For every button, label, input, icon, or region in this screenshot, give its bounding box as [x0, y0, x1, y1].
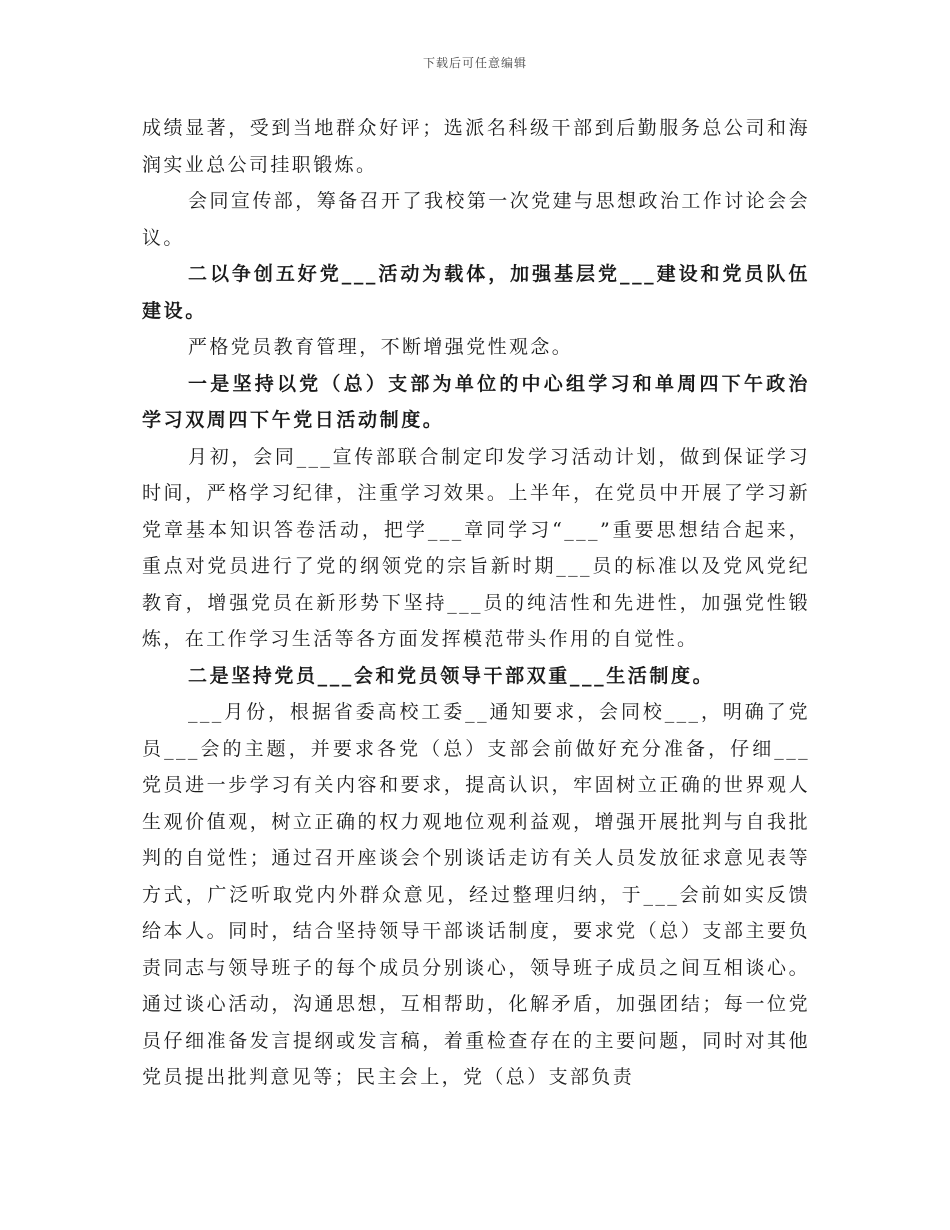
- subsection-heading-2: 二是坚持党员___会和党员领导干部双重___生活制度。: [188, 664, 715, 687]
- subsection-heading-1: 一是坚持以党（总）支部为单位的中心组学习和单周四下午政治学习双周四下午党日活动制度。: [142, 372, 810, 431]
- page-header: 下载后可任意编辑: [422, 56, 527, 70]
- paragraph-4: 月初，会同___宣传部联合制定印发学习活动计划，做到保证学习时间，严格学习纪律，注重学习效果。上半年，在党员中开展了学习新党章基本知识答卷活动，把学___章同学习“___”重要思想结合起来，重点对党员进行了党的纲领党的宗旨新时期___员的标准以及党风党纪教育，增强党员在新形势下坚持___员的纯洁性和先进性，加强党性锻炼，在工作学习生活等各方面发挥模范带头作用的自觉性。: [142, 445, 810, 650]
- document-body: [142, 110, 810, 1096]
- paragraph-2: 会同宣传部，筹备召开了我校第一次党建与思想政治工作讨论会会议。: [142, 190, 810, 249]
- paragraph-1: 成绩显著，受到当地群众好评；选派名科级干部到后勤服务总公司和海润实业总公司挂职锻炼。: [142, 117, 810, 176]
- paragraph-5: ___月份，根据省委高校工委__通知要求，会同校___，明确了党员___会的主题，并要求各党（总）支部会前做好充分准备，仔细___党员进一步学习有关内容和要求，提高认识，牢固树立正确的世界观人生观价值观，树立正确的权力观地位观利益观，增强开展批判与自我批判的自觉性；通过召开座谈会个别谈话走访有关人员发放征求意见表等方式，广泛听取党内外群众意见，经过整理归纳，于___会前如实反馈给本人。同时，结合坚持领导干部谈话制度，要求党（总）支部主要负责同志与领导班子的每个成员分别谈心，领导班子成员之间互相谈心。通过谈心活动，沟通思想，互相帮助，化解矛盾，加强团结；每一位党员仔细准备发言提纲或发言稿，着重检查存在的主要问题，同时对其他党员提出批判意见等；民主会上，党（总）支部负责: [142, 701, 810, 1088]
- paragraph-3: 严格党员教育管理，不断增强党性观念。: [188, 336, 574, 358]
- section-heading-2: 二以争创五好党___活动为载体，加强基层党___建设和党员队伍建设。: [142, 263, 810, 322]
